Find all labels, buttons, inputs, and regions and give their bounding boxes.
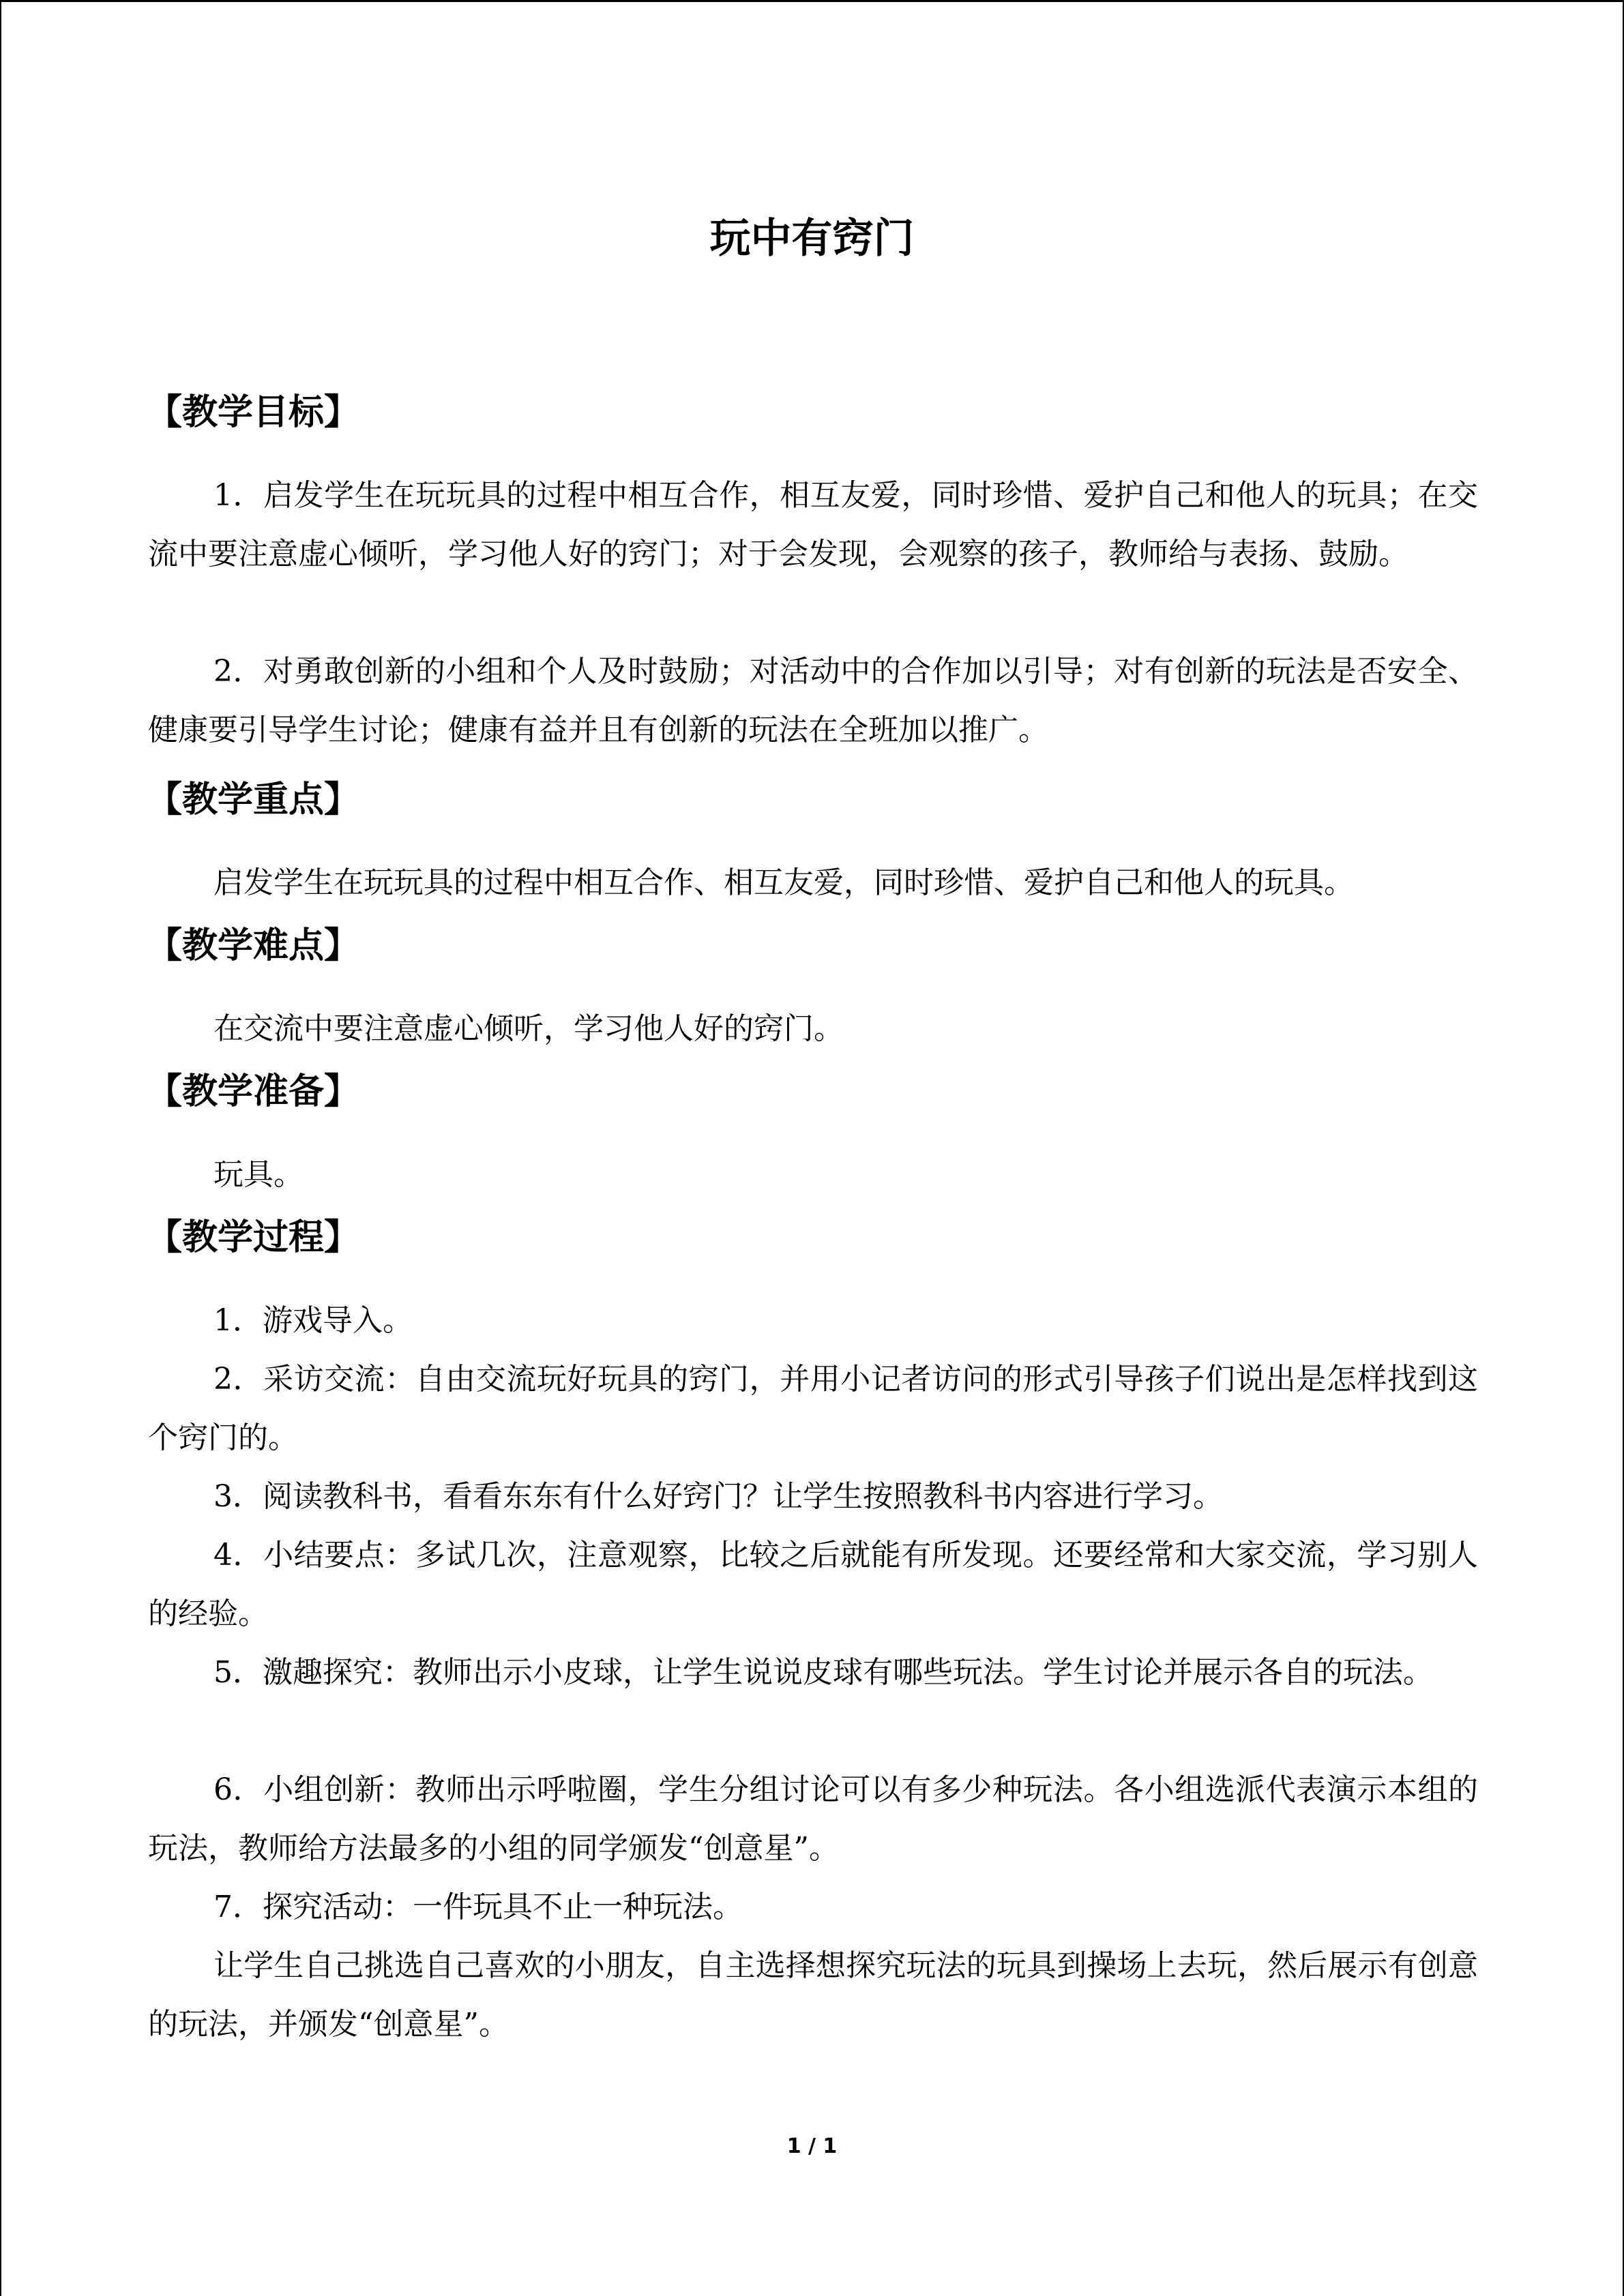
process-paragraph-2: 2．采访交流：自由交流玩好玩具的窍门，并用小记者访问的形式引导孩子们说出是怎样找到这个窍门的。 [148, 1362, 1478, 1455]
process-paragraph-4: 4．小结要点：多试几次，注意观察，比较之后就能有所发现。还要经常和大家交流，学习别人的经验。 [148, 1538, 1478, 1631]
section-heading-key-points: 【教学重点】 [147, 779, 360, 820]
key-points-paragraph-1: 启发学生在玩玩具的过程中相互合作、相互友爱，同时珍惜、爱护自己和他人的玩具。 [213, 865, 1354, 900]
section-heading-process: 【教学过程】 [147, 1217, 360, 1258]
section-heading-preparation: 【教学准备】 [147, 1071, 360, 1112]
process-paragraph-8: 让学生自己挑选自己喜欢的小朋友，自主选择想探究玩法的玩具到操场上去玩，然后展示有创意的玩法，并颁发“创意星”。 [148, 1948, 1478, 2042]
process-paragraph-7: 7．探究活动：一件玩具不止一种玩法。 [213, 1890, 743, 1924]
goals-paragraph-2: 2．对勇敢创新的小组和个人及时鼓励；对活动中的合作加以引导；对有创新的玩法是否安全、健康要引导学生讨论；健康有益并且有创新的玩法在全班加以推广。 [148, 654, 1478, 747]
section-heading-difficulties: 【教学难点】 [147, 925, 360, 966]
difficulties-paragraph-1: 在交流中要注意虚心倾听，学习他人好的窍门。 [213, 1011, 844, 1046]
process-paragraph-1: 1．游戏导入。 [213, 1303, 413, 1338]
goals-paragraph-1: 1．启发学生在玩玩具的过程中相互合作，相互友爱，同时珍惜、爱护自己和他人的玩具；在交流中要注意虚心倾听，学习他人好的窍门；对于会发现，会观察的孩子，教师给与表扬、鼓励。 [148, 478, 1478, 571]
preparation-paragraph-1: 玩具。 [213, 1157, 304, 1192]
page-number: 1 / 1 [786, 2134, 838, 2158]
process-paragraph-5: 5．激趣探究：教师出示小皮球，让学生说说皮球有哪些玩法。学生讨论并展示各自的玩法。 [213, 1655, 1433, 1690]
page-title: 玩中有窍门 [709, 215, 915, 263]
process-paragraph-3: 3．阅读教科书，看看东东有什么好窍门？让学生按照教科书内容进行学习。 [213, 1479, 1223, 1514]
process-paragraph-6: 6．小组创新：教师出示呼啦圈，学生分组讨论可以有多少种玩法。各小组选派代表演示本组的玩法，教师给方法最多的小组的同学颁发“创意星”。 [148, 1772, 1478, 1866]
section-heading-goals: 【教学目标】 [147, 391, 360, 433]
